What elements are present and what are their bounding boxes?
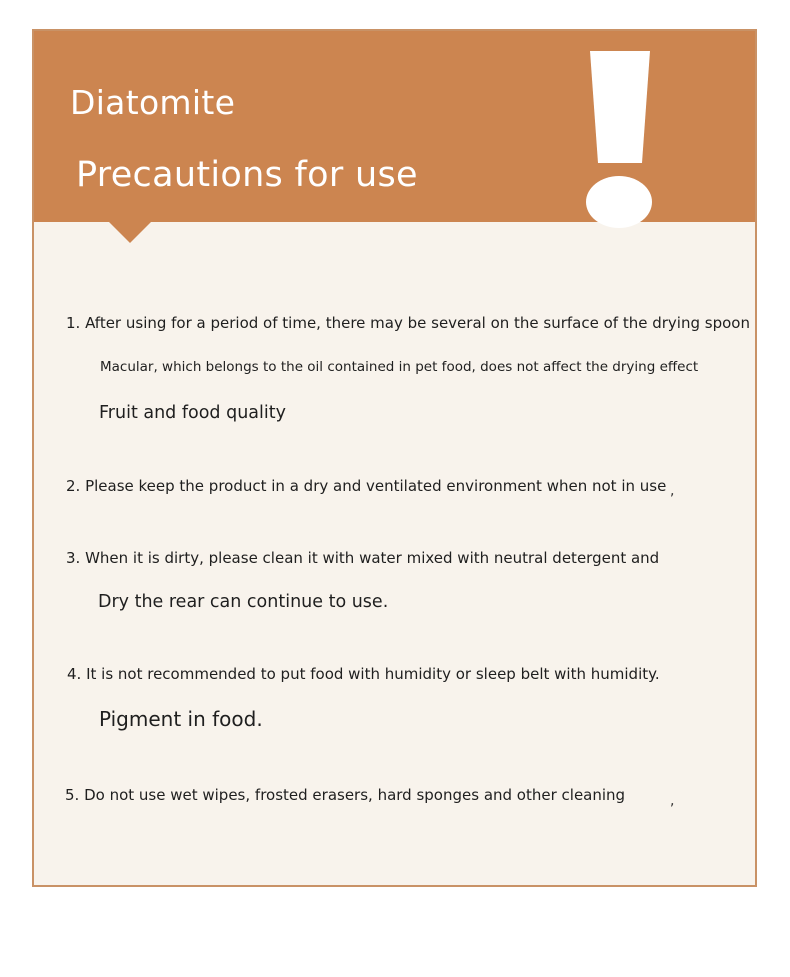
section-title: Precautions for use (76, 155, 418, 195)
precaution-4-line-1: 4. It is not recommended to put food with humidity or sleep belt with humidity. (67, 665, 660, 683)
precautions-card (32, 29, 757, 887)
precaution-3-line-1: 3. When it is dirty, please clean it with water mixed with neutral detergent and (66, 549, 660, 567)
precaution-5-trailing-mark: , (670, 793, 675, 809)
precaution-5-line-1: 5. Do not use wet wipes, frosted erasers, hard sponges and other cleaning (65, 786, 626, 804)
precaution-2-line-1: 2. Please keep the product in a dry and ventilated environment when not in use (66, 477, 667, 495)
exclamation-icon (586, 51, 656, 231)
header-pointer (107, 220, 153, 243)
precaution-2-trailing-mark: , (670, 483, 675, 499)
header-banner (34, 31, 755, 222)
precaution-1-line-2: Macular, which belongs to the oil contained in pet food, does not affect the drying effect (100, 359, 699, 375)
precaution-1-line-3: Fruit and food quality (99, 403, 286, 423)
product-title: Diatomite (70, 83, 236, 122)
precaution-4-line-2: Pigment in food. (99, 707, 263, 731)
precaution-3-line-2: Dry the rear can continue to use. (98, 592, 389, 612)
precaution-1-line-1: 1. After using for a period of time, there may be several on the surface of the drying spoon (66, 314, 750, 332)
